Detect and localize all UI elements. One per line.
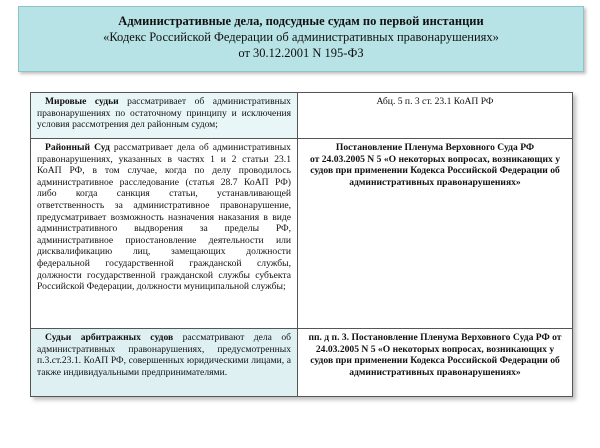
- title-line-1: Административные дела, подсудные судам по первой инстанции: [118, 14, 484, 28]
- document-title-banner: [18, 6, 584, 72]
- row-3-text: рассматривают дела об административных правонарушениях, предусмотренных п.3.ст.23.1. КоАП РФ, совершенных юридическими лицами, а также индивидуальными предпринимателями.: [37, 332, 291, 378]
- row-2-text: рассматривает дела об административных правонарушениях, указанных в частях 1 и 2 статьи 23.1 КоАП РФ, в том случае, когда по делу проводилось административное расследование (статья 28.7 КоАП РФ) либо когда санкция статьи, устанавливающей ответственность за административное правонарушение, предусматривает возможность назначения наказания в виде административного выдворения за пределы РФ, административное приостановление деятельности или дисквалификацию лиц, замещающих должности федеральной государственной гражданской службы, должности государственной гражданской службы субъекта Российской Федерации, должности муниципальной службы;: [37, 142, 291, 293]
- row-3-title: Судьи арбитражных судов: [45, 332, 174, 343]
- row-3-reference: [298, 329, 573, 397]
- row-1-reference-text: Абц. 5 п. 3 ст. 23.1 КоАП РФ: [376, 96, 494, 107]
- row-3-description: [31, 329, 298, 397]
- table-row: [31, 139, 573, 329]
- title-line-2: «Кодекс Российской Федерации об административных правонарушениях»: [103, 30, 499, 44]
- row-2-reference: [298, 139, 573, 329]
- title-line-3: от 30.12.2001 N 195-ФЗ: [238, 46, 364, 60]
- table-row: [31, 93, 573, 139]
- row-1-reference: [298, 93, 573, 139]
- row-1-title: Мировые судьи: [45, 96, 119, 107]
- row-3-reference-text: пп. д п. 3. Постановление Пленума Верховного Суда РФ от 24.03.2005 N 5 «О некоторых вопросах, возникающих у судов при применении Кодекса Российской Федерации об административных правонарушениях»: [308, 332, 562, 378]
- row-2-reference-line-1: Постановление Пленума Верховного Суда РФ: [335, 142, 535, 153]
- row-2-description: [31, 139, 298, 329]
- row-1-text: рассматривает об административных правонарушениях по остаточному принципу и исключения условия рассмотрения дел районным судом;: [37, 96, 291, 131]
- row-1-description: [31, 93, 298, 139]
- row-2-title: Районный Суд: [45, 142, 110, 153]
- row-2-reference-line-2: от 24.03.2005 N 5 «О некоторых вопросах, возникающих у судов при применении Кодекса Российской Федерации об административных правонарушениях»: [309, 153, 561, 188]
- table-row: [31, 329, 573, 397]
- jurisdiction-table: [30, 92, 573, 397]
